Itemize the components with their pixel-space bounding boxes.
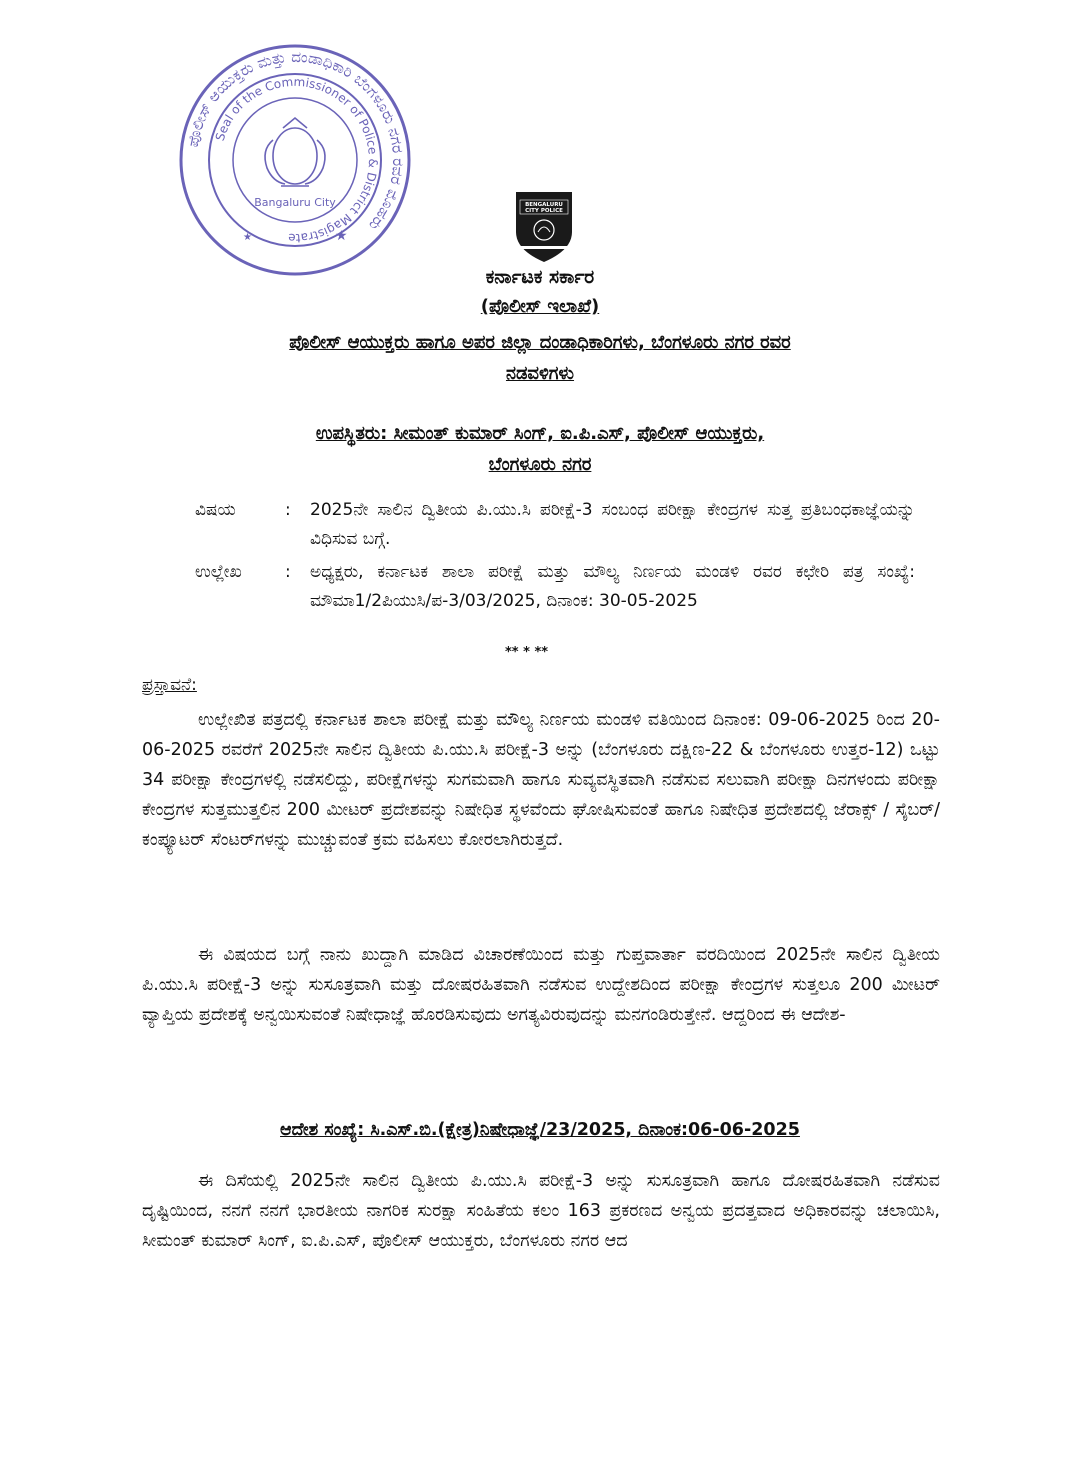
header-government: ಕರ್ನಾಟಕ ಸರ್ಕಾರ <box>485 266 595 288</box>
subject-text: 2025ನೇ ಸಾಲಿನ ದ್ವಿತೀಯ ಪಿ.ಯು.ಸಿ ಪರೀಕ್ಷೆ-3 ಸಂಬಂಧ ಪರೀಕ್ಷಾ ಕೇಂದ್ರಗಳ ಸುತ್ತ ಪ್ರತಿಬಂಧಕಾಜ್ಞೆಯನ್ನು ವಿಧಿಸುವ ಬಗ್ಗೆ. <box>310 500 915 549</box>
reference-label: ಉಲ್ಲೇಖ <box>195 562 242 582</box>
svg-text:Seal of the Commissioner of Po <box>213 75 380 245</box>
reference-colon: : <box>285 562 291 582</box>
header-proceedings <box>100 327 980 389</box>
svg-text:BENGALURU: BENGALURU <box>525 202 563 208</box>
police-badge-icon <box>508 186 580 266</box>
subject-colon: : <box>285 500 291 520</box>
seal-inner-text: Seal of the Commissioner of Police & District Magistrate <box>212 74 381 246</box>
header-present-line1: ಉಪಸ್ಥಿತರು: ಸೀಮಂತ್ ಕುಮಾರ್ ಸಿಂಗ್, ಐ.ಪಿ.ಎಸ್, ಪೊಲೀಸ್ ಆಯುಕ್ತರು, <box>315 423 765 444</box>
reference-text: ಅಧ್ಯಕ್ಷರು, ಕರ್ನಾಟಕ ಶಾಲಾ ಪರೀಕ್ಷೆ ಮತ್ತು ಮೌಲ್ಯ ನಿರ್ಣಯ ಮಂಡಳಿ ರವರ ಕಛೇರಿ ಪತ್ರ ಸಂಖ್ಯೆ: ಮೌಮಾ1/2ಪಿಯುಸಿ/ಪ-3/03/2025, ದಿನಾಂಕ: 30-05-2025 <box>310 562 915 611</box>
header-present-line2: ಬೆಂಗಳೂರು ನಗರ <box>488 454 592 475</box>
subject-label: ವಿಷಯ <box>195 500 236 520</box>
official-seal <box>175 40 415 280</box>
header-present <box>100 418 980 480</box>
header-proceedings-line1: ಪೊಲೀಸ್ ಆಯುಕ್ತರು ಹಾಗೂ ಅಪರ ಜಿಲ್ಲಾ ದಂಡಾಧಿಕಾರಿಗಳು, ಬೆಂಗಳೂರು ನಗರ ರವರ <box>289 332 791 353</box>
order-number: ಆದೇಶ ಸಂಖ್ಯೆ: ಸಿ.ಎಸ್.ಬಿ.(ಕ್ಷೇತ್ರ)ನಿಷೇಧಾಜ್ಞೆ/23/2025, ದಿನಾಂಕ:06-06-2025 <box>280 1120 800 1140</box>
preamble-heading: ಪ್ರಸ್ತಾವನೆ: <box>142 675 197 695</box>
subject-block <box>195 496 915 554</box>
seal-outer-text: ಪೊಲೀಸ್ ಆಯುಕ್ತರು ಮತ್ತು ದಂಡಾಧಿಕಾರಿ ಬೆಂಗಳೂರು ನಗರ ರವರ ಮೊಹರು <box>183 47 408 235</box>
svg-text:★: ★ <box>243 232 252 243</box>
svg-text:CITY POLICE: CITY POLICE <box>525 208 563 214</box>
header-proceedings-line2: ನಡವಳಿಗಳು <box>505 363 575 384</box>
svg-text:★: ★ <box>335 228 348 244</box>
separator-stars: ** * ** <box>505 645 549 660</box>
bengaluru-city-police-logo <box>508 186 580 266</box>
reference-block <box>195 558 915 616</box>
seal-icon <box>175 40 415 280</box>
seal-center-text: Bangaluru City <box>254 196 336 209</box>
paragraph-2: ಈ ವಿಷಯದ ಬಗ್ಗೆ ನಾನು ಖುದ್ದಾಗಿ ಮಾಡಿದ ವಿಚಾರಣೆಯಿಂದ ಮತ್ತು ಗುಪ್ತವಾರ್ತಾ ವರದಿಯಿಂದ 2025ನೇ ಸಾಲಿನ ದ್ವಿತೀಯ ಪಿ.ಯು.ಸಿ ಪರೀಕ್ಷೆ-3 ಅನ್ನು ಸುಸೂತ್ರವಾಗಿ ಮತ್ತು ದೋಷರಹಿತವಾಗಿ ನಡೆಸುವ ಉದ್ದೇಶದಿಂದ ಪರೀಕ್ಷಾ ಕೇಂದ್ರಗಳ ಸುತ್ತಲೂ 200 ಮೀಟರ್ ವ್ಯಾಪ್ತಿಯ ಪ್ರದೇಶಕ್ಕೆ ಅನ್ವಯಿಸುವಂತೆ ನಿಷೇಧಾಜ್ಞೆ ಹೊರಡಿಸುವುದು ಅಗತ್ಯವಿರುವುದನ್ನು ಮನಗಂಡಿರುತ್ತೇನೆ. ಆದ್ದರಿಂದ ಈ ಆದೇಶ- <box>142 945 940 1025</box>
paragraph-1: ಉಲ್ಲೇಖಿತ ಪತ್ರದಲ್ಲಿ ಕರ್ನಾಟಕ ಶಾಲಾ ಪರೀಕ್ಷೆ ಮತ್ತು ಮೌಲ್ಯ ನಿರ್ಣಯ ಮಂಡಳಿ ವತಿಯಿಂದ ದಿನಾಂಕ: 09-06-2025 ರಿಂದ 20-06-2025 ರವರೆಗೆ 2025ನೇ ಸಾಲಿನ ದ್ವಿತೀಯ ಪಿ.ಯು.ಸಿ ಪರೀಕ್ಷೆ-3 ಅನ್ನು (ಬೆಂಗಳೂರು ದಕ್ಷಿಣ-22 & ಬೆಂಗಳೂರು ಉತ್ತರ-12) ಒಟ್ಟು 34 ಪರೀಕ್ಷಾ ಕೇಂದ್ರಗಳಲ್ಲಿ ನಡೆಸಲಿದ್ದು, ಪರೀಕ್ಷೆಗಳನ್ನು ಸುಗಮವಾಗಿ ಹಾಗೂ ಸುವ್ಯವಸ್ಥಿತವಾಗಿ ನಡೆಸುವ ಸಲುವಾಗಿ ಪರೀಕ್ಷಾ ದಿನಗಳಂದು ಪರೀಕ್ಷಾ ಕೇಂದ್ರಗಳ ಸುತ್ತಮುತ್ತಲಿನ 200 ಮೀಟರ್ ಪ್ರದೇಶವನ್ನು ನಿಷೇಧಿತ ಸ್ಥಳವೆಂದು ಘೋಷಿಸುವಂತೆ ಹಾಗೂ ನಿಷೇಧಿತ ಪ್ರದೇಶದಲ್ಲಿ ಜೆರಾಕ್ಸ್ / ಸೈಬರ್/ ಕಂಪ್ಯೂಟರ್ ಸೆಂಟರ್‌ಗಳನ್ನು ಮುಚ್ಚುವಂತೆ ಕ್ರಮ ವಹಿಸಲು ಕೋರಲಾಗಿರುತ್ತದೆ. <box>142 710 940 850</box>
header-department: (ಪೊಲೀಸ್ ಇಲಾಖೆ) <box>480 296 600 317</box>
paragraph-3: ಈ ದಿಸೆಯಲ್ಲಿ 2025ನೇ ಸಾಲಿನ ದ್ವಿತೀಯ ಪಿ.ಯು.ಸಿ ಪರೀಕ್ಷೆ-3 ಅನ್ನು ಸುಸೂತ್ರವಾಗಿ ಹಾಗೂ ದೋಷರಹಿತವಾಗಿ ನಡೆಸುವ ದೃಷ್ಟಿಯಿಂದ, ನನಗೆ ನನಗೆ ಭಾರತೀಯ ನಾಗರಿಕ ಸುರಕ್ಷಾ ಸಂಹಿತೆಯ ಕಲಂ 163 ಪ್ರಕರಣದ ಅನ್ವಯ ಪ್ರದತ್ತವಾದ ಅಧಿಕಾರವನ್ನು ಚಲಾಯಿಸಿ, ಸೀಮಂತ್ ಕುಮಾರ್ ಸಿಂಗ್, ಐ.ಪಿ.ಎಸ್, ಪೊಲೀಸ್ ಆಯುಕ್ತರು, ಬೆಂಗಳೂರು ನಗರ ಆದ <box>142 1171 940 1251</box>
